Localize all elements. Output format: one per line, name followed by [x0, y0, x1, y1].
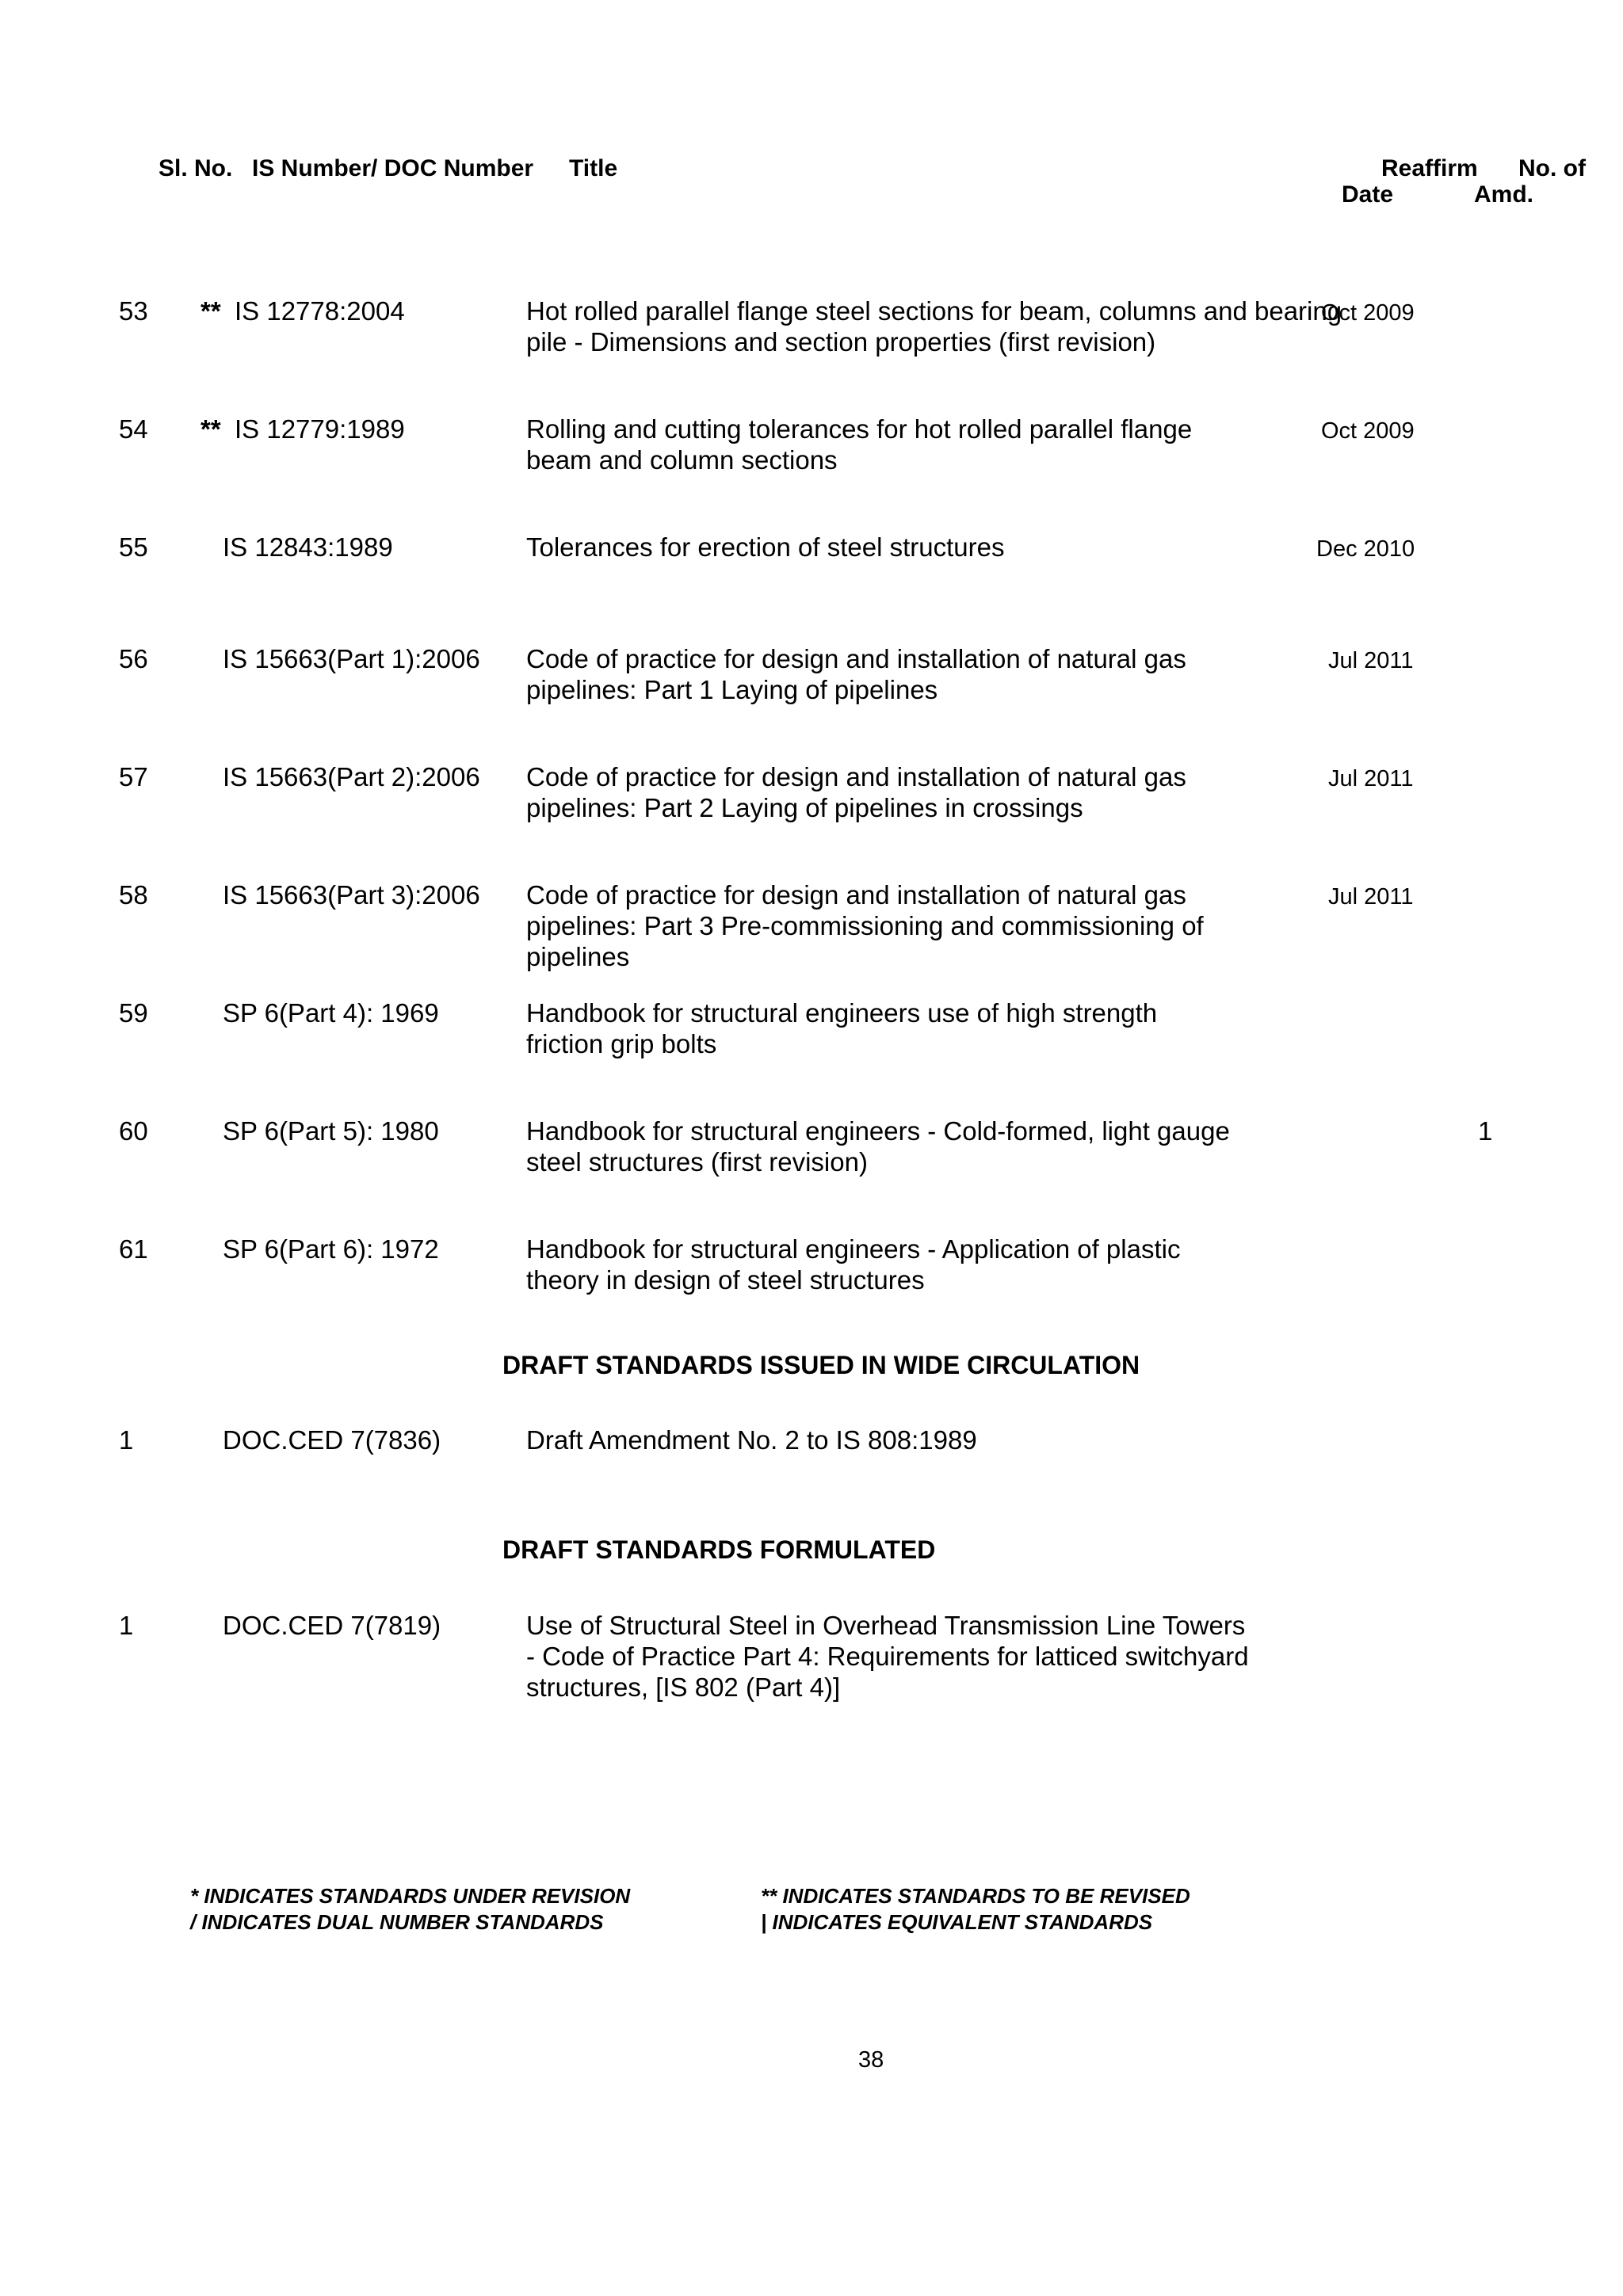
- row-is-number: IS 15663(Part 2):2006: [223, 762, 480, 791]
- row-reaffirm-date: Jul 2011: [1328, 648, 1414, 673]
- row-reaffirm-date: Oct 2009: [1321, 300, 1415, 326]
- row-reaffirm-date: Jul 2011: [1328, 766, 1414, 791]
- row-sl-no: 1: [119, 1611, 134, 1640]
- legend-equivalent: | INDICATES EQUIVALENT STANDARDS: [761, 1910, 1153, 1934]
- row-is-number: SP 6(Part 4): 1969: [223, 998, 439, 1028]
- row-doc-number: DOC.CED 7(7819): [223, 1611, 441, 1640]
- row-mark: **: [200, 296, 221, 326]
- row-title: Code of practice for design and installation of natural gas pipelines: Part 3 Pre-commissioning and commissioning of pipelines: [526, 880, 1204, 971]
- row-sl-no: 1: [119, 1425, 134, 1455]
- row-amendments: 1: [1478, 1116, 1493, 1146]
- header-title: Title: [569, 155, 618, 181]
- row-is-number: IS 15663(Part 1):2006: [223, 644, 480, 673]
- row-title: Handbook for structural engineers use of high strength friction grip bolts: [526, 998, 1158, 1058]
- row-is-number: IS 15663(Part 3):2006: [223, 880, 480, 910]
- row-title: Use of Structural Steel in Overhead Transmission Line Towers - Code of Practice Part 4: Requirements for latticed switchyard structures, [IS 802 (Part 4)]: [526, 1611, 1249, 1702]
- row-reaffirm-date: Oct 2009: [1321, 418, 1415, 444]
- header-no-of: No. of: [1518, 155, 1586, 181]
- header-is-number: IS Number/ DOC Number: [252, 155, 534, 181]
- header-reaffirm: Reaffirm: [1381, 155, 1478, 181]
- row-is-number: IS 12843:1989: [223, 532, 393, 562]
- header-reaffirm-date: Date: [1342, 181, 1394, 208]
- header-amd: Amd.: [1474, 181, 1533, 208]
- row-sl-no: 58: [119, 880, 148, 910]
- section-heading: DRAFT STANDARDS FORMULATED: [502, 1535, 936, 1564]
- row-title: Tolerances for erection of steel structures: [526, 532, 1005, 562]
- row-doc-number: DOC.CED 7(7836): [223, 1425, 441, 1455]
- row-title: Code of practice for design and installation of natural gas pipelines: Part 1 Laying of pipelines: [526, 644, 1186, 704]
- row-title: Rolling and cutting tolerances for hot rolled parallel flange beam and column sections: [526, 414, 1193, 475]
- row-sl-no: 61: [119, 1234, 148, 1264]
- row-mark: **: [200, 414, 221, 444]
- legend-dual-number: / INDICATES DUAL NUMBER STANDARDS: [190, 1910, 604, 1934]
- row-title: Handbook for structural engineers - Application of plastic theory in design of steel structures: [526, 1234, 1181, 1295]
- page-number: 38: [858, 2047, 884, 2073]
- row-title: Draft Amendment No. 2 to IS 808:1989: [526, 1425, 977, 1455]
- row-sl-no: 56: [119, 644, 148, 673]
- row-sl-no: 54: [119, 414, 148, 444]
- row-sl-no: 57: [119, 762, 148, 791]
- legend-to-be-revised: ** INDICATES STANDARDS TO BE REVISED: [761, 1884, 1190, 1908]
- legend-under-revision: * INDICATES STANDARDS UNDER REVISION: [190, 1884, 631, 1908]
- section-heading: DRAFT STANDARDS ISSUED IN WIDE CIRCULATION: [502, 1351, 1140, 1379]
- row-title: Code of practice for design and installation of natural gas pipelines: Part 2 Laying of pipelines in crossings: [526, 762, 1186, 822]
- header-sl-no: Sl. No.: [158, 155, 233, 181]
- row-sl-no: 53: [119, 296, 148, 326]
- row-sl-no: 55: [119, 532, 148, 562]
- row-title: Handbook for structural engineers - Cold-formed, light gauge steel structures (first revision): [526, 1116, 1230, 1177]
- row-is-number: SP 6(Part 6): 1972: [223, 1234, 439, 1264]
- row-is-number: IS 12779:1989: [235, 414, 405, 444]
- row-sl-no: 60: [119, 1116, 148, 1146]
- row-is-number: IS 12778:2004: [235, 296, 405, 326]
- row-title: Hot rolled parallel flange steel sections for beam, columns and bearing pile - Dimensions and section properties (first revision): [526, 296, 1342, 357]
- row-sl-no: 59: [119, 998, 148, 1028]
- row-reaffirm-date: Dec 2010: [1316, 536, 1415, 562]
- row-is-number: SP 6(Part 5): 1980: [223, 1116, 439, 1146]
- row-reaffirm-date: Jul 2011: [1328, 884, 1414, 910]
